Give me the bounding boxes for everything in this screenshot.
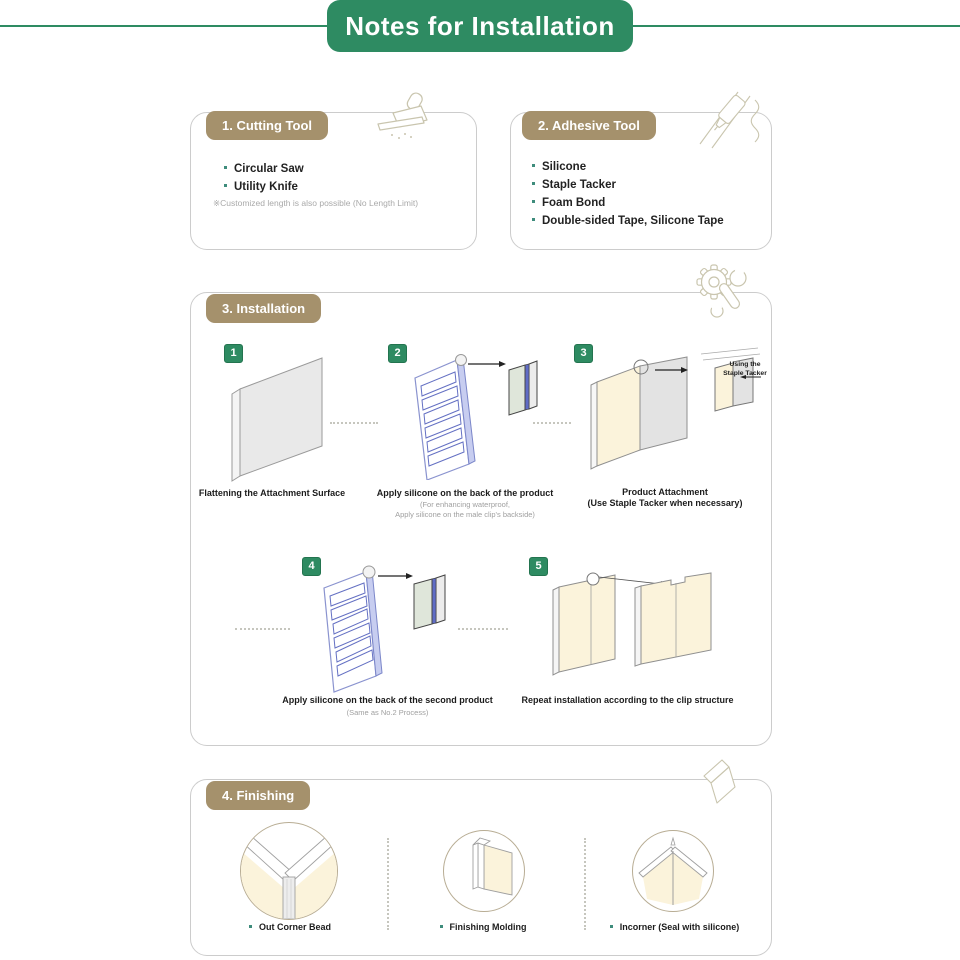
list-item: Silicone [532,158,724,176]
step-separator [235,628,290,630]
step3-caption-2: (Use Staple Tacker when necessary) [587,498,743,508]
cutting-tool-list [224,160,304,196]
step-separator [458,628,508,630]
finishing-caption-2: Finishing Molding [423,922,543,932]
corner-bead-icon [698,756,754,813]
bullet-dot [532,182,535,185]
step-badge-2: 2 [388,344,407,363]
bullet-dot [610,925,613,928]
step4-illustration [308,562,463,699]
bullet-dot [224,166,227,169]
bullet-dot [532,200,535,203]
adhesive-tool-label: 2. Adhesive Tool [522,111,656,140]
step-badge-1: 1 [224,344,243,363]
step3-annotation: Using the Staple Tacker [723,361,767,377]
step4-subcaption: (Same as No.2 Process) [346,708,429,717]
step2-caption: Apply silicone on the back of the product [376,488,554,498]
step-badge-3: 3 [574,344,593,363]
step2-subcaption-2: Apply silicone on the male clip's backside) [395,510,535,519]
list-item: Double-sided Tape, Silicone Tape [532,212,724,230]
page-title: Notes for Installation [327,0,633,52]
step5-illustration [545,560,735,690]
bullet-dot [532,218,535,221]
list-item: Circular Saw [224,160,304,178]
bullet-dot [249,925,252,928]
step4-caption: Apply silicone on the back of the second product [282,695,493,705]
step-badge-4: 4 [302,557,321,576]
step1-illustration [220,348,340,488]
step5-caption: Repeat installation according to the clip structure [521,695,734,705]
step2-subcaption-1: (For enhancing waterproof, [419,500,511,509]
step3-caption: Product Attachment [622,487,708,497]
finishing-caption-1: Out Corner Bead [230,922,350,932]
silicone-gun-icon [698,86,766,155]
step2-illustration [395,348,555,485]
cutting-tool-label: 1. Cutting Tool [206,111,328,140]
list-item: Staple Tacker [532,176,724,194]
bullet-dot [224,184,227,187]
incorner-illustration [632,830,714,912]
finishing-molding-illustration [443,830,525,912]
step-badge-5: 5 [529,557,548,576]
installation-label: 3. Installation [206,294,321,323]
out-corner-bead-illustration [240,822,338,920]
bullet-dot [440,925,443,928]
cutting-note: ※Customized length is also possible (No Length Limit) [213,198,419,208]
list-item: Utility Knife [224,178,304,196]
step1-caption: Flattening the Attachment Surface [198,488,346,498]
finishing-separator [387,838,389,930]
finishing-caption-3: Incorner (Seal with silicone) [592,922,757,932]
list-item: Foam Bond [532,194,724,212]
finishing-separator [584,838,586,930]
gear-wrench-icon [692,258,752,327]
circular-saw-icon [376,92,438,149]
finishing-label: 4. Finishing [206,781,310,810]
bullet-dot [532,164,535,167]
adhesive-tool-list [532,158,724,230]
